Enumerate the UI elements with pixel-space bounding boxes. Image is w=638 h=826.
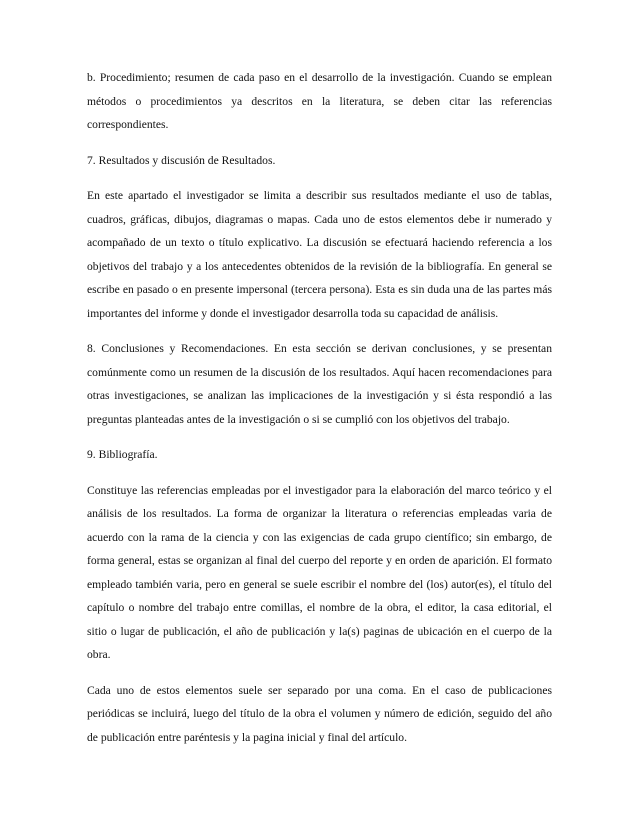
paragraph-procedimiento: b. Procedimiento; resumen de cada paso en el desarrollo de la investigación. Cuando se emplean métodos o procedimientos ya descritos en la literatura, se deben citar las referencias correspondientes.	[87, 71, 552, 131]
document-body	[87, 66, 552, 761]
paragraph-bibliografia: Constituye las referencias empleadas por el investigador para la elaboración del marco teórico y el análisis de los resultados. La forma de organizar la literatura o referencias empleadas varia de acuerdo con la rama de la ciencia y con las exigencias de cada grupo científico; sin embargo, de forma general, estas se organizan al final del cuerpo del reporte y en orden de aparición. El formato empleado también varia, pero en general se suele escribir el nombre del (los) autor(es), el título del capítulo o nombre del trabajo entre comillas, el nombre de la obra, el editor, la casa editorial, el sitio o lugar de publicación, el año de publicación y la(s) paginas de ubicación en el cuerpo de la obra.	[87, 483, 552, 661]
heading-resultados: 7. Resultados y discusión de Resultados.	[87, 153, 276, 167]
paragraph-resultados: En este apartado el investigador se limita a describir sus resultados mediante el uso de tablas, cuadros, gráficas, dibujos, diagramas o mapas. Cada uno de estos elementos debe ir numerado y acompañado de un texto o título explicativo. La discusión se efectuará haciendo referencia a los objetivos del trabajo y a los antecedentes obtenidos de la revisión de la bibliografía. En general se escribe en pasado o en presente impersonal (tercera persona). Esta es sin duda una de las partes más importantes del informe y donde el investigador desarrolla toda su capacidad de análisis.	[87, 189, 552, 320]
paragraph-publicaciones: Cada uno de estos elementos suele ser separado por una coma. En el caso de publicaciones periódicas se incluirá, luego del título de la obra el volumen y número de edición, seguido del año de publicación entre paréntesis y la pagina inicial y final del artículo.	[87, 683, 552, 744]
heading-bibliografia: 9. Bibliografía.	[87, 448, 158, 461]
paragraph-conclusiones: 8. Conclusiones y Recomendaciones. En esta sección se derivan conclusiones, y se presentan comúnmente como un resumen de la discusión de los resultados. Aquí hacen recomendaciones para otras investigaciones, se analizan las implicaciones de la investigación y si ésta respondió a las preguntas planteadas antes de la investigación o si se cumplió con los objetivos del trabajo.	[87, 342, 552, 426]
